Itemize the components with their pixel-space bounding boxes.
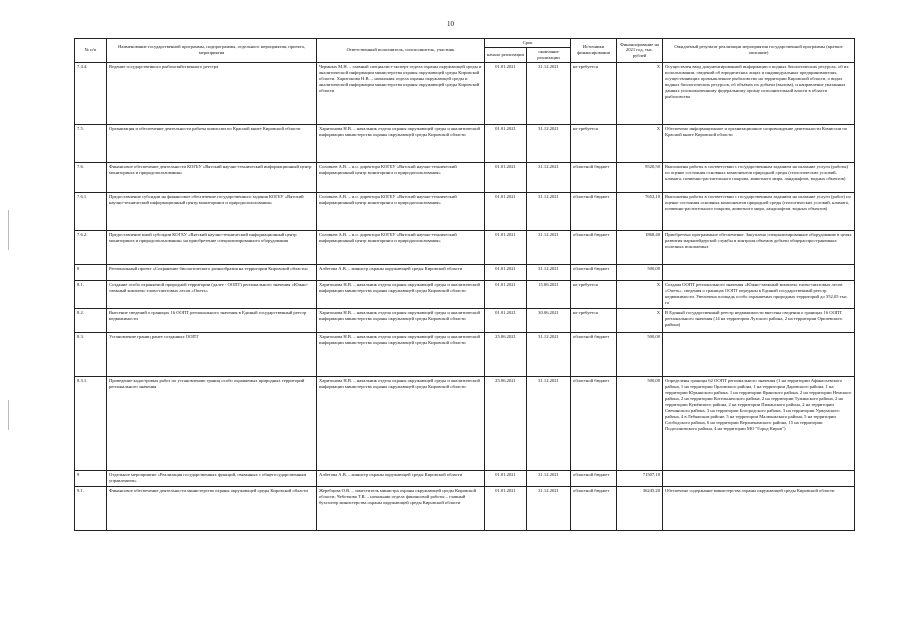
cell-executor: Албегова А.В. – министр охраны окружающей среды Кировской области [317,470,485,486]
cell-num: 9 [75,470,107,486]
cell-start: 01.01.2021 [485,470,527,486]
cell-start: 01.01.2021 [485,308,527,332]
cell-result: Приобретено программное обеспечение. Закуплено специализированное оборудование в целях развития маркшейдерской службы и контроля объемов добычи общераспространенных полезных ископаемых [663,230,855,264]
cell-source: областной бюджет [571,230,617,264]
table-row [75,332,855,376]
cell-result: Обеспечено информационное и организационное сопровождение деятельности Комиссии по Красной книге Кировской области [663,124,855,162]
cell-end: 31.12.2021 [527,192,571,230]
cell-start: 25.06.2021 [485,376,527,470]
cell-name: Создание особо охраняемой природной территории (далее - ООПТ) регионального значения «Южно-таежный комплекс елово-пихтовых лесов «Опеть» [107,280,317,308]
cell-name: Установление границ ранее созданных ООПТ [107,332,317,376]
table-row [75,280,855,308]
cell-executor: Соловьев А.В. – и.о. директора КОГБУ «Вятский научно-технический информационный центр мониторинга и природопользования» [317,192,485,230]
cell-source: не требуется [571,124,617,162]
cell-finance: X [617,280,663,308]
table-row [75,486,855,530]
cell-num: 7.6.1. [75,192,107,230]
cell-finance: 9520,50 [617,162,663,192]
cell-finance: X [617,308,663,332]
cell-end: 31.12.2021 [527,62,571,124]
cell-end: 30.06.2021 [527,308,571,332]
cell-start: 01.01.2021 [485,486,527,530]
cell-executor: Харитонова Н.В. – начальник отдела охраны окружающей среды и аналитической информации министерства охраны окружающей среды Кировской области [317,308,485,332]
cell-num: 8.3. [75,332,107,376]
table-body [75,62,855,530]
table-row [75,162,855,192]
header-name: Наименование государственной программы, подпрограммы, отдельного мероприятия, проекта, мероприятия [107,39,317,63]
cell-name: Внесение сведений о границах 16 ООПТ регионального значения в Единый государственный реестр недвижимости [107,308,317,332]
cell-result [663,264,855,280]
cell-num: 7.6.2. [75,230,107,264]
cell-finance: 500,00 [617,264,663,280]
cell-source: областной бюджет [571,470,617,486]
cell-source: областной бюджет [571,486,617,530]
cell-executor: Соловьев А.В. – и.о. директора КОГБУ «Вятский научно-технический информационный центр мониторинга и природопользования» [317,162,485,192]
cell-start: 01.01.2021 [485,162,527,192]
cell-result: Осуществлен ввод документированной информации о водных биологических ресурсах, об их использовании, сведений об юридических лицах и индивидуальных предпринимателях, осуществляющих промышленное рыболовство на территории Кировской области, о видах водных биологических ресурсов, об объёмах их добычи (вылова), и направление указанных данных уполномоченному федеральному органу исполнительной власти в области рыболовства [663,62,855,124]
cell-end: 31.12.2021 [527,264,571,280]
table-row [75,308,855,332]
cell-result: Определены границы 62 ООПТ регионального значения (1 на территории Афанасьевского района, 1 на территории Орловского района, 1 на территории Даровского района, 1 на территории Юрьянского района, 1 на территории Яранского района, 2 на территории Немского района, 2 на территории Котельничского района, 2 на территории Тужинского района, 2 на территории Кумёнского района, 2 на территории Пижанского района, 2 на территории Свечинского района, 3 на территории Богородского района, 3 на территории Уржумского района, 4 в Лебяжском районе, 5 на территории Малмыжского района, 5 на территории Слободского района, 6 на территории Верхнекамского района, 15 на территории Подосиновского района, 4 на территории МО "Город Киров") [663,376,855,470]
cell-source: не требуется [571,280,617,308]
cell-finance: 500,00 [617,332,663,376]
cell-end: 31.12.2021 [527,470,571,486]
cell-start: 01.01.2021 [485,62,527,124]
header-source: Источники финансирования [571,39,617,63]
cell-end: 31.12.2021 [527,332,571,376]
cell-name: Региональный проект «Сохранение биологического разнообразия на территории Кировской области» [107,264,317,280]
cell-result [663,470,855,486]
table-row [75,62,855,124]
cell-finance: 36245,20 [617,486,663,530]
page-number: 10 [447,20,454,28]
cell-name: Организация и обеспечение деятельности работы комиссии по Красной книге Кировской области [107,124,317,162]
table-row [75,124,855,162]
cell-num: 8.1. [75,280,107,308]
cell-finance: X [617,124,663,162]
cell-finance: 7652,10 [617,192,663,230]
cell-num: 8 [75,264,107,280]
table-row [75,192,855,230]
cell-source: не требуется [571,308,617,332]
cell-source: не требуется [571,62,617,124]
cell-executor: Соловьев А.В. – и.о. директора КОГБУ «Вятский научно-технический информационный центр мониторинга и природопользования» [317,230,485,264]
cell-num: 7.4.4. [75,62,107,124]
scan-edge-mark [8,210,9,250]
cell-executor: Харитонова Н.В. – начальник отдела охраны окружающей среды и аналитической информации министерства охраны окружающей среды Кировской области [317,280,485,308]
cell-name: Проведение кадастровых работ по установлению границ особо охраняемых природных территорий регионального значения [107,376,317,470]
cell-result: Обеспечено содержание министерства охраны окружающей среды Кировской области [663,486,855,530]
cell-num: 8.3.1. [75,376,107,470]
table-row [75,376,855,470]
cell-executor: Жеребцова О.В. – заместитель министра охраны окружающей среды Кировской области; Чеботкова Т.В. – начальник отдела финансовой работы – главный бухгалтер министерства охраны окружающей среды Кировской области [317,486,485,530]
cell-executor: Харитонова Н.В. – начальник отдела охраны окружающей среды и аналитической информации министерства охраны окружающей среды Кировской области [317,332,485,376]
cell-num: 9.1. [75,486,107,530]
cell-source: областной бюджет [571,376,617,470]
cell-num: 7.5. [75,124,107,162]
cell-start: 01.01.2021 [485,264,527,280]
cell-finance: X [617,62,663,124]
cell-finance: 71507,10 [617,470,663,486]
cell-end: 31.12.2021 [527,376,571,470]
cell-executor: Албегова А.В. – министр охраны окружающей среды Кировской области [317,264,485,280]
cell-start: 01.01.2021 [485,280,527,308]
cell-start: 01.01.2021 [485,192,527,230]
cell-end: 31.12.2021 [527,124,571,162]
scan-edge-mark [8,400,9,430]
cell-result [663,332,855,376]
table-row [75,470,855,486]
cell-finance: 1868,40 [617,230,663,264]
cell-result: Выполнены работы в соответствии с государственным заданием на оказание услуги (работ) по оценке состояния основных компонентов природной среды (геологических условий, климата, почвенно-растительного покрова, животного мира, ландшафтов, водных объектов) [663,192,855,230]
cell-executor: Харитонова Н.В. – начальник отдела охраны окружающей среды и аналитической информации министерства охраны окружающей среды Кировской области [317,124,485,162]
cell-result: Создана ООПТ регионального значения «Южно-таежный комплекс елово-пихтовых лесов «Опеть», сведения о границах ООПТ переданы в Единый государственный реестр недвижимости. Увеличена площадь особо охраняемых природных территорий до 352,05 тыс. га [663,280,855,308]
header-executor: Ответственный исполнитель, соисполнитель, участник [317,39,485,63]
table-row [75,230,855,264]
cell-end: 15.06.2021 [527,280,571,308]
header-end: окончание реализации [527,47,571,62]
cell-name: Ведение государственного рыбохозяйственного реестра [107,62,317,124]
cell-name: Отдельное мероприятие «Реализация государственных функций, связанных с общегосударственным управлением» [107,470,317,486]
cell-source: областной бюджет [571,162,617,192]
cell-name: Предоставление субсидии на финансовое обеспечение государственного задания КОГБУ «Вятский научно-технический информационный центр мониторинга и природопользования» [107,192,317,230]
cell-end: 31.12.2021 [527,486,571,530]
cell-name: Предоставление иной субсидии КОГБУ «Вятский научно-технический информационный центр мониторинга и природопользования» на приобретение специализированного оборудования [107,230,317,264]
header-term: Срок [485,39,571,48]
header-num: № п/п [75,39,107,63]
cell-name: Финансовое обеспечение деятельности министерства охраны окружающей среды Кировской области [107,486,317,530]
cell-start: 01.01.2021 [485,124,527,162]
table-row [75,264,855,280]
cell-start: 01.01.2021 [485,230,527,264]
header-finance: Финансирование на 2021 год, тыс. рублей [617,39,663,63]
cell-source: областной бюджет [571,192,617,230]
cell-name: Финансовое обеспечение деятельности КОГБУ «Вятский научно-технический информационный центр мониторинга и природопользования» [107,162,317,192]
cell-source: областной бюджет [571,332,617,376]
cell-executor: Чермных М.Н. – главный специалист-эксперт отдела охраны окружающей среды и аналитической информации министерства охраны окружающей среды Кировской области. Харитонова Н.В. – начальник отдела охраны окружающей среды и аналитической информации министерства охраны окружающей среды Кировской области [317,62,485,124]
cell-num: 7.6. [75,162,107,192]
cell-end: 31.12.2021 [527,230,571,264]
header-start: начало реализации [485,47,527,62]
cell-end: 31.12.2021 [527,162,571,192]
cell-start: 25.06.2021 [485,332,527,376]
cell-finance: 500,00 [617,376,663,470]
cell-result: В Единый государственный реестр недвижимости внесены сведения о границах 16 ООПТ регионального значения (14 на территории Лузского района, 2 на территории Оричевского района) [663,308,855,332]
cell-num: 8.2. [75,308,107,332]
program-table [74,38,855,531]
cell-result: Выполнены работы в соответствии с государственным заданием на оказание услуги (работы) по оценке состояния основных компонентов природной среды (геологических условий, климата, почвенно-растительного покрова, животного мира, ландшафтов, водных объектов) [663,162,855,192]
cell-executor: Харитонова Н.В. – начальник отдела охраны окружающей среды и аналитической информации министерства охраны окружающей среды Кировской области [317,376,485,470]
header-row [75,39,855,48]
cell-source: областной бюджет [571,264,617,280]
header-result: Ожидаемый результат реализации мероприятия государственной программы (краткое описание) [663,39,855,63]
